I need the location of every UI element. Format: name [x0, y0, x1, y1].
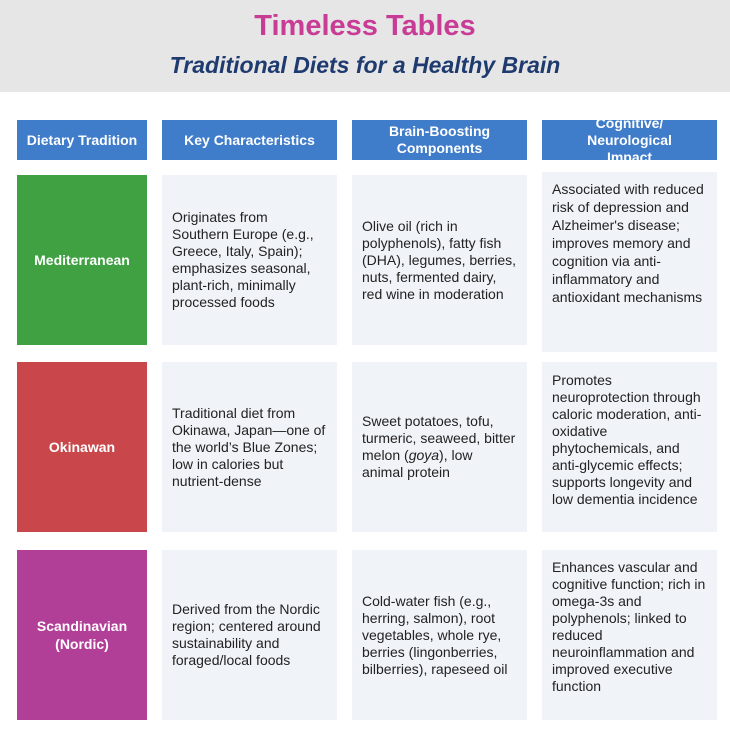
column-header-characteristics: Key Characteristics	[162, 120, 337, 160]
row-label-scandinavian: Scandinavian (Nordic)	[17, 550, 147, 720]
cell-components-mediterranean: Olive oil (rich in polyphenols), fatty fish (DHA), legumes, berries, nuts, fermented dairy, red wine in moderation	[352, 175, 527, 345]
title-banner	[0, 0, 730, 92]
row-label-okinawan: Okinawan	[17, 362, 147, 532]
column-header-tradition: Dietary Tradition	[17, 120, 147, 160]
cell-impact-mediterranean: Associated with reduced risk of depression and Alzheimer's disease; improves memory and cognition via anti-inflammatory and antioxidant mechanisms	[542, 172, 717, 352]
components-okinawan-text-b: ), low animal protein	[362, 447, 473, 480]
column-header-components: Brain-Boosting Components	[352, 120, 527, 160]
brand-title: Timeless Tables	[254, 10, 476, 42]
components-okinawan-text-a: Sweet potatoes, tofu, turmeric, seaweed, bitter melon (	[362, 413, 516, 463]
cell-characteristics-mediterranean: Originates from Southern Europe (e.g., Greece, Italy, Spain); emphasizes seasonal, plant-rich, minimally processed foods	[162, 175, 337, 345]
cell-characteristics-scandinavian: Derived from the Nordic region; centered around sustainability and foraged/local foods	[162, 550, 337, 720]
cell-components-scandinavian: Cold-water fish (e.g., herring, salmon), root vegetables, whole rye, berries (lingonberries, bilberries), rapeseed oil	[352, 550, 527, 720]
cell-impact-scandinavian: Enhances vascular and cognitive function; rich in omega-3s and polyphenols; linked to reduced neuroinflammation and improved executive function	[542, 550, 717, 720]
components-okinawan-italic: goya	[408, 447, 440, 463]
cell-characteristics-okinawan: Traditional diet from Okinawa, Japan—one of the world’s Blue Zones; low in calories but nutrient-dense	[162, 362, 337, 532]
row-label-mediterranean: Mediterranean	[17, 175, 147, 345]
page-subtitle: Traditional Diets for a Healthy Brain	[169, 52, 561, 78]
cell-impact-okinawan: Promotes neuroprotection through caloric moderation, anti-oxidative phytochemicals, and anti-glycemic effects; supports longevity and low dementia incidence	[542, 362, 717, 532]
cell-components-okinawan	[352, 362, 527, 532]
column-header-impact: Cognitive/ Neurological Impact	[542, 120, 717, 160]
